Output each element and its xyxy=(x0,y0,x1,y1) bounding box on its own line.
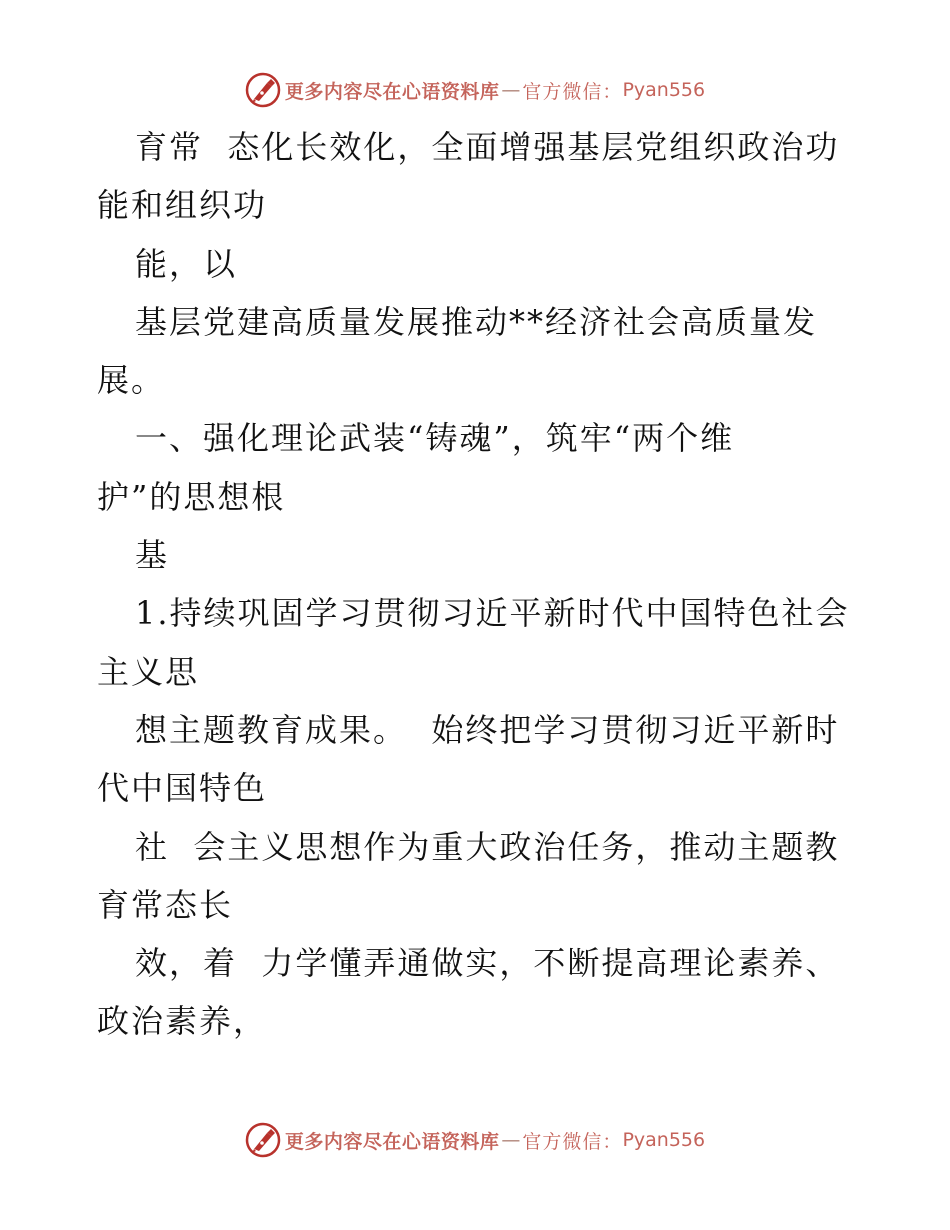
section-heading-line: 一、强化理论武装“铸魂”，筑牢“两个维 xyxy=(135,419,735,458)
text-line: 效，着 力学懂弄通做实，不断提高理论素养、 xyxy=(135,944,840,983)
text-line: 政治素养， xyxy=(97,1002,268,1041)
text-line: 社 会主义思想作为重大政治任务，推动主题教 xyxy=(135,827,840,866)
document-body xyxy=(97,118,857,1051)
text-line: 育常 态化长效化，全面增强基层党组织政治功 xyxy=(135,128,840,166)
banner-separator: — xyxy=(501,1129,521,1151)
text-line: 能和组织功 xyxy=(97,186,268,225)
text-line: 展。 xyxy=(97,361,166,400)
banner-separator: — xyxy=(501,79,521,101)
banner-wechat-label: 官方微信： xyxy=(522,80,623,103)
text-line: 能，以 xyxy=(135,244,238,283)
text-line: 主义思 xyxy=(97,652,200,691)
text-line: 1.持续巩固学习贯彻习近平新时代中国特色社会 xyxy=(135,594,850,633)
header-watermark-banner xyxy=(0,70,950,110)
banner-wechat-handle: Pyan556 xyxy=(622,79,706,101)
section-heading-line: 护”的思想根 xyxy=(97,477,286,516)
banner-site-name: 更多内容尽在心语资料库 xyxy=(284,1130,500,1153)
pen-nib-logo-icon xyxy=(245,1122,281,1158)
text-line: 代中国特色 xyxy=(97,769,268,808)
banner-site-name: 更多内容尽在心语资料库 xyxy=(284,80,500,103)
pen-nib-logo-icon xyxy=(245,72,281,108)
text-line: 想主题教育成果。 始终把学习贯彻习近平新时 xyxy=(135,710,840,749)
footer-watermark-banner xyxy=(0,1120,950,1160)
banner-wechat-handle: Pyan556 xyxy=(622,1129,706,1151)
text-line: 育常态长 xyxy=(97,885,234,924)
text-line: 基层党建高质量发展推动**经济社会高质量发 xyxy=(135,302,818,341)
banner-wechat-label: 官方微信： xyxy=(522,1130,623,1153)
section-heading-line: 基 xyxy=(135,536,170,575)
